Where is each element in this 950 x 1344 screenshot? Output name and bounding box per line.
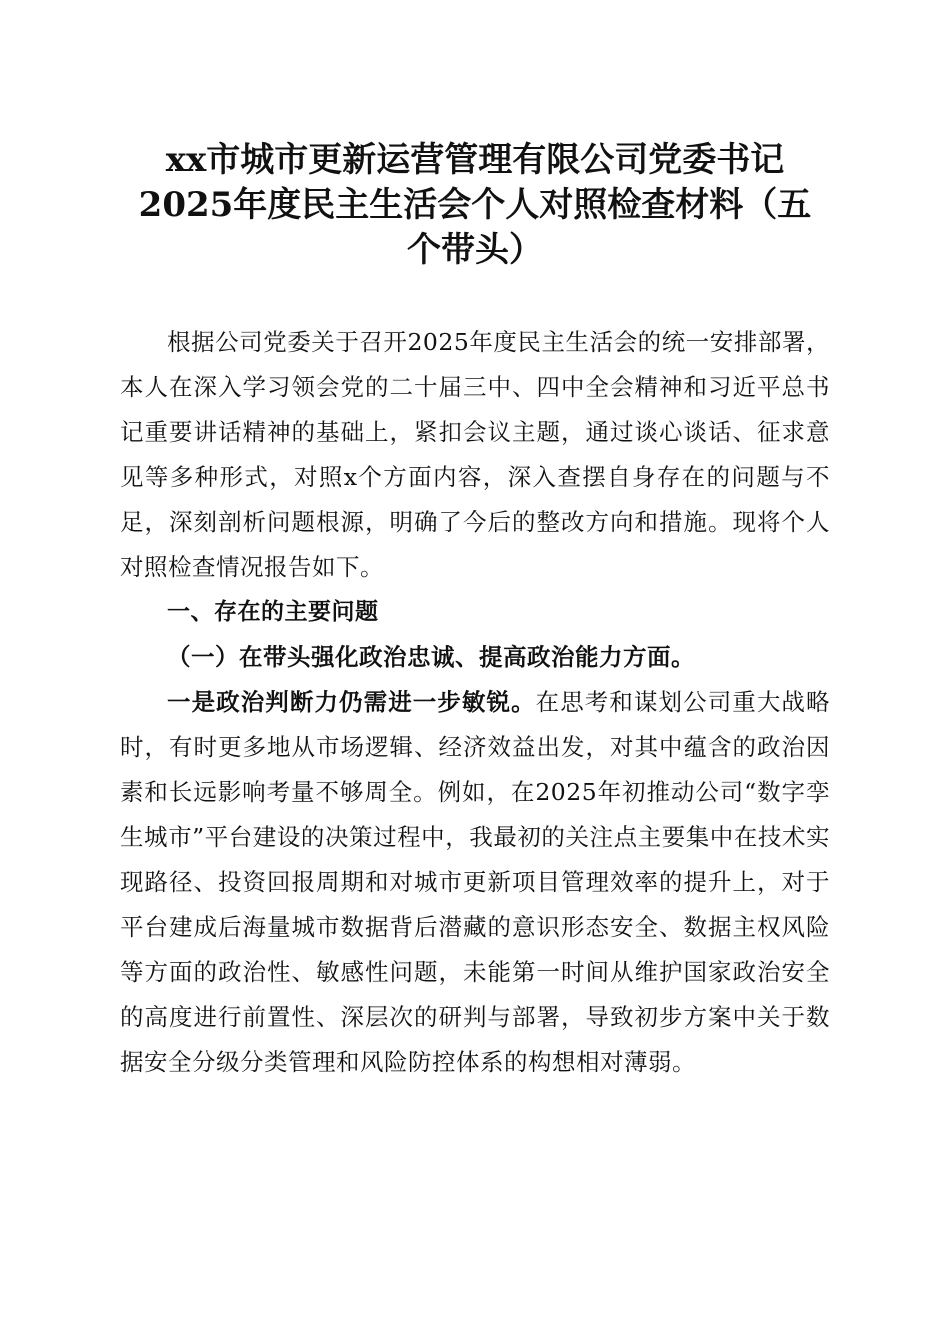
document-body	[120, 320, 830, 1085]
intro-paragraph: 根据公司党委关于召开2025年度民主生活会的统一安排部署，本人在深入学习领会党的二十届三中、四中全会精神和习近平总书记重要讲话精神的基础上，紧扣会议主题，通过谈心谈话、征求意见等多种形式，对照x个方面内容，深入查摆自身存在的问题与不足，深刻剖析问题根源，明确了今后的整改方向和措施。现将个人对照检查情况报告如下。	[120, 328, 830, 581]
section-heading-main-problems: 一、存在的主要问题	[167, 599, 379, 625]
point-body-text: 在思考和谋划公司重大战略时，有时更多地从市场逻辑、经济效益出发，对其中蕴含的政治因素和长远影响考量不够周全。例如，在2025年初推动公司“数字孪生城市”平台建设的决策过程中，我最初的关注点主要集中在技术实现路径、投资回报周期和对城市更新项目管理效率的提升上，对于平台建成后海量城市数据背后潜藏的意识形态安全、数据主权风险等方面的政治性、敏感性问题，未能第一时间从维护国家政治安全的高度进行前置性、深层次的研判与部署，导致初步方案中关于数据安全分级分类管理和风险防控体系的构想相对薄弱。	[120, 688, 831, 1076]
subsection-heading-political-loyalty: （一）在带头强化政治忠诚、提高政治能力方面。	[167, 643, 695, 671]
point-paragraph-political-judgment	[120, 680, 830, 1085]
title-line-2: 2025年度民主生活会个人对照检查材料（五	[138, 185, 812, 225]
title-line-1: xx市城市更新运营管理有限公司党委书记	[165, 140, 785, 180]
title-line-3: 个带头）	[407, 230, 543, 270]
document-title	[120, 138, 830, 273]
point-lead-text: 一是政治判断力仍需进一步敏锐。	[167, 688, 536, 716]
